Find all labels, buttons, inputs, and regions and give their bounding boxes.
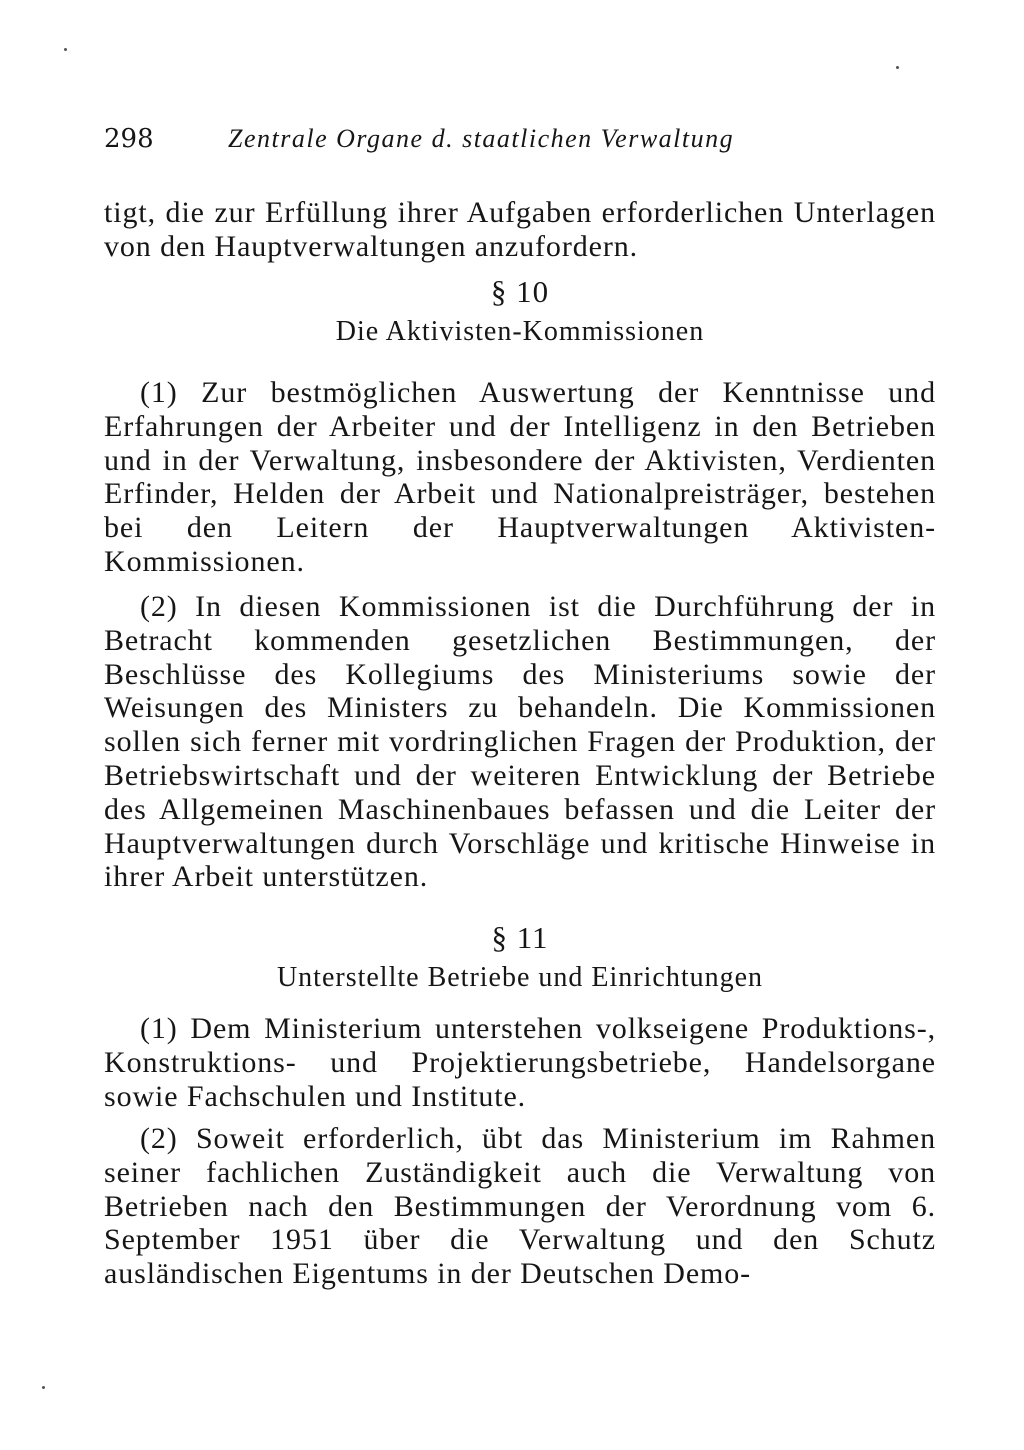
section-10-title: Die Aktivisten-Kommissionen (335, 316, 705, 347)
page-header (104, 124, 824, 168)
section-11-title: Unterstellte Betriebe und Einrichtungen (276, 962, 764, 993)
section-11-paragraph-1: (1) Dem Ministerium unterstehen volkseigene Produktions-, Konstruktions- und Projektierungsbetriebe, Handelsorgane sowie Fachschulen und Institute. (104, 1012, 936, 1113)
section-10-paragraph-2: (2) In diesen Kommissionen ist die Durchführung der in Betracht kommenden gesetzlichen Bestimmungen, der Beschlüsse des Kollegiums des Ministeriums sowie der Weisungen des Ministers zu behandeln. Die Kommissionen sollen sich ferner mit vordringlichen Fragen der Produktion, der Betriebswirtschaft und der weiteren Entwicklung der Betriebe des Allgemeinen Maschinenbaues befassen und die Leiter der Hauptverwaltungen durch Vorschläge und kritische Hinweise in ihrer Arbeit unterstützen. (104, 590, 936, 894)
running-title: Zentrale Organe d. staatlichen Verwaltung (228, 124, 735, 153)
section-10-heading: § 10 (490, 274, 550, 309)
section-11-heading: § 11 (491, 920, 549, 955)
page-number: 298 (104, 124, 154, 154)
section-10-paragraph-1: (1) Zur bestmöglichen Auswertung der Kenntnisse und Erfahrungen der Arbeiter und der Intelligenz in den Betrieben und in der Verwaltung, insbesondere der Aktivisten, Verdienten Erfinder, Helden der Arbeit und Nationalpreisträger, bestehen bei den Leitern der Hauptverwaltungen Aktivisten-Kommissionen. (104, 376, 936, 578)
scan-speck (896, 66, 899, 69)
section-11-paragraph-2: (2) Soweit erforderlich, übt das Ministerium im Rahmen seiner fachlichen Zuständigkeit auch die Verwaltung von Betrieben nach den Bestimmungen der Verordnung vom 6. September 1951 über die Verwaltung und den Schutz ausländischen Eigentums in der Deutschen Demo- (104, 1122, 936, 1291)
scan-speck (64, 48, 67, 51)
continuation-paragraph: tigt, die zur Erfüllung ihrer Aufgaben erforderlichen Unterlagen von den Hauptverwaltungen anzufordern. (104, 196, 936, 263)
scan-speck (42, 1386, 45, 1389)
